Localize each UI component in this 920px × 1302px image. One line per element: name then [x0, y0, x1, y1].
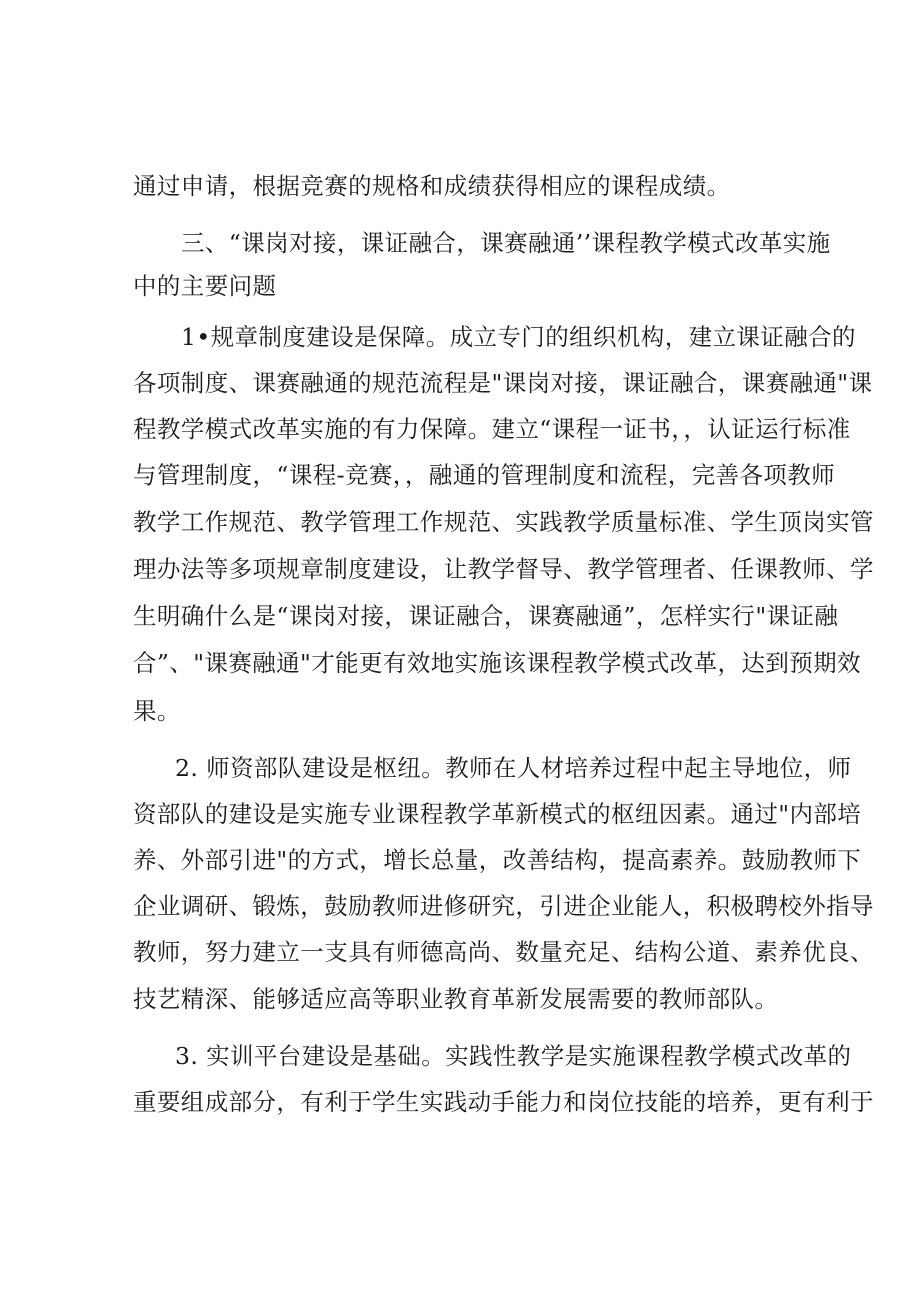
- text-line: 程教学模式改革实施的有力保障。建立“课程一证书，，认证运行标准: [133, 415, 851, 443]
- text-line: 养、外部引进"的方式，增长总量，改善结构，提高素养。鼓励教师下: [133, 846, 862, 874]
- text-line: 与管理制度，“课程-竞赛，，融通的管理制度和流程，完善各项教师: [133, 461, 836, 489]
- text-line: 通过申请，根据竞赛的规格和成绩获得相应的课程成绩。: [133, 172, 731, 200]
- text-line: 3. 实训平台建设是基础。实践性教学是实施课程教学模式改革的: [175, 1042, 852, 1070]
- text-line: 企业调研、锻炼，鼓励教师进修研究，引进企业能人，积极聘校外指导: [133, 892, 874, 920]
- text-line: 果。: [133, 697, 181, 725]
- text-line: 各项制度、课赛融通的规范流程是"课岗对接，课证融合，课赛融通"课: [133, 369, 873, 397]
- text-line: 合”、"课赛融通"才能更有效地实施该课程教学模式改革，达到预期效: [133, 649, 861, 677]
- text-line: 理办法等多项规章制度建设，让教学督导、教学管理者、任课教师、学: [133, 555, 874, 583]
- text-line: 技艺精深、能够适应高等职业教育革新发展需要的教师部队。: [133, 985, 779, 1013]
- section-heading: 三、“课岗对接，课证融合，课赛融通’’课程教学模式改革实施: [181, 229, 831, 257]
- text-line: 1•规章制度建设是保障。成立专门的组织机构，建立课证融合的: [181, 323, 856, 351]
- text-line: 重要组成部分，有利于学生实践动手能力和岗位技能的培养，更有利于: [133, 1088, 874, 1116]
- text-line: 教师，努力建立一支具有师德高尚、数量充足、结构公道、素养优良、: [133, 938, 874, 966]
- text-line: 资部队的建设是实施专业课程教学革新模式的枢纽因素。通过"内部培: [133, 800, 862, 828]
- text-line: 教学工作规范、教学管理工作规范、实践教学质量标准、学生顶岗实管: [133, 508, 874, 536]
- section-heading: 中的主要问题: [133, 272, 277, 300]
- text-line: 2. 师资部队建设是枢纽。教师在人材培养过程中起主导地位，师: [175, 754, 852, 782]
- text-line: 生明确什么是“课岗对接，课证融合，课赛融通”，怎样实行"课证融: [133, 602, 839, 630]
